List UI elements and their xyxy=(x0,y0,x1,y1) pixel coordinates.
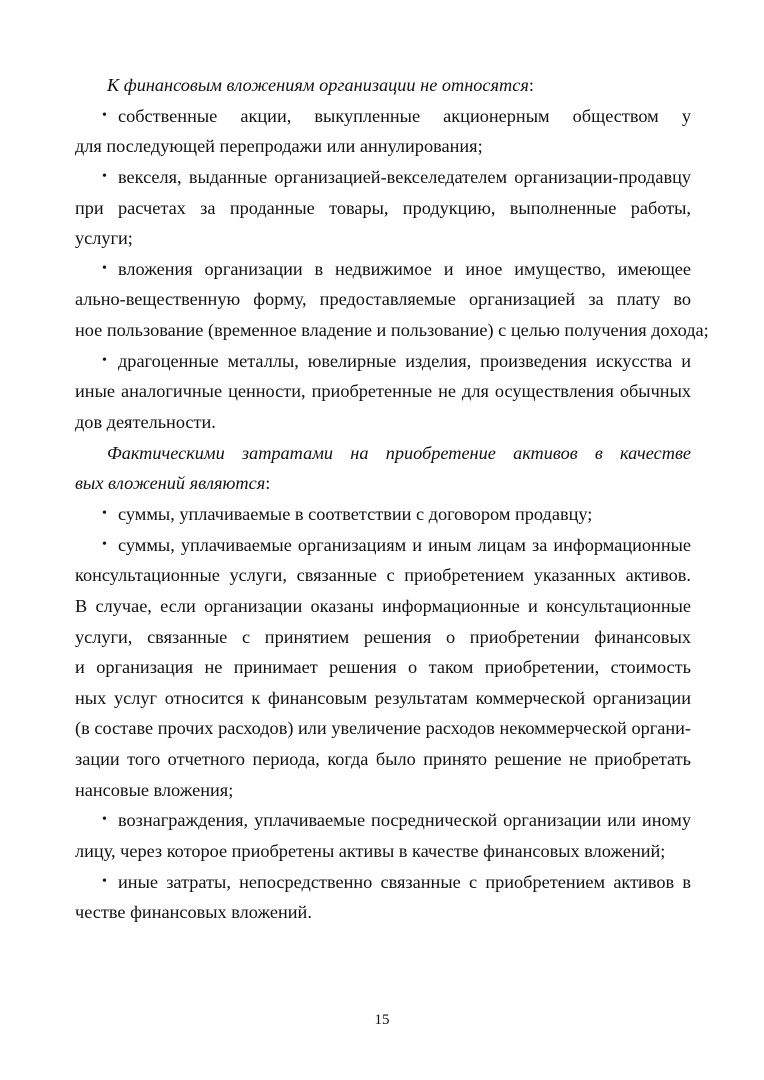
bullet-item xyxy=(75,254,709,346)
text-line xyxy=(75,223,691,254)
text-line xyxy=(75,805,691,836)
line-text: собственные акции, выкупленные акционерным обществом у xyxy=(118,105,691,126)
line-text: иные затраты, непосредственно связанные с приобретением активов в xyxy=(118,871,691,892)
document-body xyxy=(75,70,709,928)
line-text: нансовые вложения; xyxy=(75,779,234,800)
bullet-item xyxy=(75,499,691,530)
line-text: В случае, если организации оказаны информационные и консультационные xyxy=(75,595,691,616)
text-line xyxy=(75,622,691,653)
bullet-icon: • xyxy=(102,168,107,184)
line-text: ально-вещественную форму, предоставляемые организацией за плату во xyxy=(75,289,691,310)
bullet-item xyxy=(75,346,691,438)
text-line xyxy=(75,836,691,867)
section-heading-paragraph xyxy=(75,70,691,101)
text-line xyxy=(75,652,691,683)
text-line xyxy=(75,315,709,346)
page-number: 15 xyxy=(374,1012,390,1028)
line-text: честве финансовых вложений. xyxy=(75,902,312,923)
text-line xyxy=(75,683,691,714)
line-text: (в составе прочих расходов) или увеличение расходов некоммерческой органи- xyxy=(75,718,691,739)
text-line xyxy=(75,70,691,101)
bullet-icon: • xyxy=(102,873,107,889)
text-line xyxy=(75,499,691,530)
line-text: иные аналогичные ценности, приобретенные не для осуществления обычных xyxy=(75,381,691,402)
text-line xyxy=(75,775,691,806)
line-text: консультационные услуги, связанные с приобретением указанных активов. xyxy=(75,565,691,586)
bullet-icon: • xyxy=(102,107,107,123)
bullet-icon: • xyxy=(102,505,107,521)
text-line xyxy=(75,867,691,898)
line-text: вознаграждения, уплачиваемые посреднической организации или иному xyxy=(118,810,691,831)
bullet-icon: • xyxy=(102,536,107,552)
bullet-icon: • xyxy=(102,812,107,828)
text-line xyxy=(75,591,691,622)
line-text: вложения организации в недвижимое и иное имущество, имеющее xyxy=(118,258,691,279)
bullet-icon: • xyxy=(102,352,107,368)
line-text: векселя, выданные организацией-векселедателем организации-продавцу xyxy=(118,166,691,187)
line-text: услуги; xyxy=(75,228,133,249)
line-text: Фактическими затратами на приобретение активов в качестве xyxy=(107,442,691,463)
text-line xyxy=(75,131,691,162)
text-line xyxy=(75,407,691,438)
line-text: драгоценные металлы, ювелирные изделия, произведения искусства и xyxy=(118,350,691,371)
line-text: лицу, через которое приобретены активы в качестве финансовых вложений; xyxy=(75,841,666,862)
bullet-item xyxy=(75,867,691,928)
text-line xyxy=(75,193,691,224)
bullet-item xyxy=(75,805,691,866)
bullet-item xyxy=(75,162,691,254)
line-text: зации того отчетного периода, когда было принято решение не приобретать xyxy=(75,749,691,770)
line-text: ных услуг относится к финансовым результатам коммерческой организации xyxy=(75,687,691,708)
heading-colon: : xyxy=(528,75,534,95)
text-line xyxy=(75,162,691,193)
text-line xyxy=(75,101,691,132)
line-text: вых вложений являются xyxy=(75,473,266,494)
line-text: ное пользование (временное владение и пользование) с целью получения дохода; xyxy=(75,320,709,341)
text-line xyxy=(75,284,691,315)
bullet-icon: • xyxy=(102,260,107,276)
bullet-item xyxy=(75,101,691,162)
text-line xyxy=(75,897,691,928)
heading-colon: : xyxy=(265,473,271,494)
line-text: и организация не принимает решения о таком приобретении, стоимость xyxy=(75,657,691,678)
line-text: при расчетах за проданные товары, продукцию, выполненные работы, xyxy=(75,197,691,218)
text-line xyxy=(75,530,691,561)
text-line xyxy=(75,560,691,591)
text-line xyxy=(75,468,691,499)
text-line xyxy=(75,438,691,469)
bullet-item xyxy=(75,530,691,806)
section-heading-paragraph xyxy=(75,438,691,499)
line-text: услуги, связанные с принятием решения о приобретении финансовых xyxy=(75,626,691,647)
line-text: дов деятельности. xyxy=(75,412,216,433)
line-text: суммы, уплачиваемые организациям и иным лицам за информационные xyxy=(118,534,691,555)
line-text: суммы, уплачиваемые в соответствии с договором продавцу; xyxy=(118,503,593,524)
text-line xyxy=(75,346,691,377)
text-line xyxy=(75,376,691,407)
text-line xyxy=(75,254,691,285)
text-line xyxy=(75,713,691,744)
text-line xyxy=(75,744,691,775)
line-text: К финансовым вложениям организации не относятся xyxy=(107,75,529,95)
line-text: для последующей перепродажи или аннулирования; xyxy=(75,136,483,157)
